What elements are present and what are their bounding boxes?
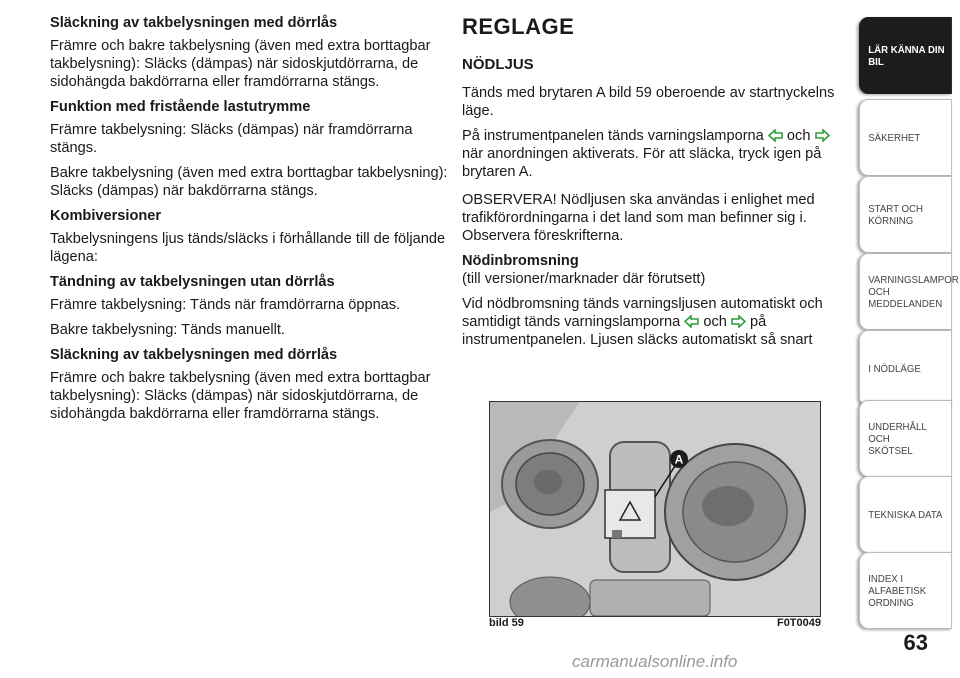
text: Vid nödbromsning tänds varningsljusen automatiskt och samtidigt tänds varningslamporna — [462, 296, 823, 330]
text: och — [786, 128, 811, 144]
tab-lar-kanna-din-bil[interactable] — [859, 17, 952, 94]
paragraph: Främre takbelysning: Släcks (dämpas) när framdörrarna stängs. — [50, 122, 413, 156]
text: på instrumentpanelen. Ljusen släcks automatiskt så snart — [462, 314, 813, 348]
tab-label: SÄKERHET — [868, 131, 921, 144]
text: och — [703, 314, 727, 330]
callout-a: A — [674, 452, 684, 467]
tab-label: UNDERHÅLL OCH SKÖTSEL — [868, 420, 927, 457]
tab-label: TEKNISKA DATA — [868, 508, 943, 521]
figure-label: bild 59 — [489, 617, 524, 629]
tab-underhall[interactable] — [859, 400, 952, 477]
figure-code: F0T0049 — [776, 617, 821, 629]
text: På instrumentpanelen tänds varningslamporna — [462, 128, 764, 144]
paragraph: Takbelysningens ljus tänds/släcks i förhållande till de följande lägena: — [50, 231, 446, 265]
page-number: 63 — [903, 630, 928, 655]
tab-label: START OCH KÖRNING — [868, 202, 923, 227]
heading-separate-cargo: Funktion med fristående lastutrymme — [50, 99, 311, 115]
dashboard-figure — [489, 401, 821, 617]
paragraph-emergency-braking — [462, 295, 842, 349]
right-arrow-icon — [731, 315, 746, 328]
paragraph: Främre och bakre takbelysning (även med extra borttagbar takbelysning): Släcks (dämpas) när sidoskjutdörrarna, de sidohängda bakdörrarna eller framdörrarna stängs. — [50, 38, 431, 90]
paragraph: (till versioner/marknader där förutsett) — [462, 271, 706, 287]
paragraph: Tänds med brytaren A bild 59 oberoende av startnyckelns läge. — [462, 85, 835, 119]
tab-i-nodlage[interactable] — [859, 330, 952, 407]
tab-varningslampor[interactable] — [859, 253, 959, 330]
tab-label: LÄR KÄNNA DIN BIL — [868, 43, 945, 68]
heading-emergency-braking: Nödinbromsning — [462, 253, 579, 269]
paragraph-warning-lamps — [462, 127, 842, 181]
tab-index[interactable] — [859, 552, 952, 629]
tab-label: INDEX I ALFABETISK ORDNING — [868, 572, 927, 609]
heading-light-off-lock: Släckning av takbelysningen med dörrlås — [50, 15, 338, 31]
right-arrow-icon — [815, 129, 830, 142]
watermark: carmanualsonline.info — [572, 652, 738, 671]
text: när anordningen aktiverats. För att släcka, tryck igen på brytaren A. — [462, 146, 822, 180]
section-title: REGLAGE — [462, 14, 575, 39]
tab-sakerhet[interactable] — [859, 99, 952, 176]
tab-label: VARNINGSLAMPOR OCH MEDDELANDEN — [868, 273, 959, 310]
paragraph: Bakre takbelysning: Tänds manuellt. — [50, 322, 285, 338]
paragraph: Främre takbelysning: Tänds när framdörrarna öppnas. — [50, 297, 401, 313]
heading-combi: Kombiversioner — [50, 208, 162, 224]
paragraph: OBSERVERA! Nödljusen ska användas i enlighet med trafikförordningarna i det land som man befinner sig i. Observera föreskrifterna. — [462, 192, 815, 244]
dashboard-illustration — [490, 402, 820, 616]
left-arrow-icon — [768, 129, 783, 142]
left-column — [50, 14, 448, 430]
paragraph: Främre och bakre takbelysning (även med extra borttagbar takbelysning): Släcks (dämpas) när sidoskjutdörrarna, de sidohängda bakdörrarna eller framdörrarna stängs. — [50, 370, 431, 422]
tab-tekniska-data[interactable] — [859, 476, 952, 553]
tab-start-och-korning[interactable] — [859, 176, 952, 253]
left-arrow-icon — [684, 315, 699, 328]
subsection-title: NÖDLJUS — [462, 56, 534, 73]
middle-column — [462, 14, 842, 356]
paragraph: Bakre takbelysning (även med extra borttagbar takbelysning): Släcks (dämpas) när bakdörrarna stängs. — [50, 165, 448, 199]
heading-light-on-no-lock: Tändning av takbelysningen utan dörrlås — [50, 274, 335, 290]
chapter-tabs — [859, 0, 960, 678]
tab-label: I NÖDLÄGE — [868, 362, 921, 375]
heading-light-off-lock-2: Släckning av takbelysningen med dörrlås — [50, 347, 338, 363]
